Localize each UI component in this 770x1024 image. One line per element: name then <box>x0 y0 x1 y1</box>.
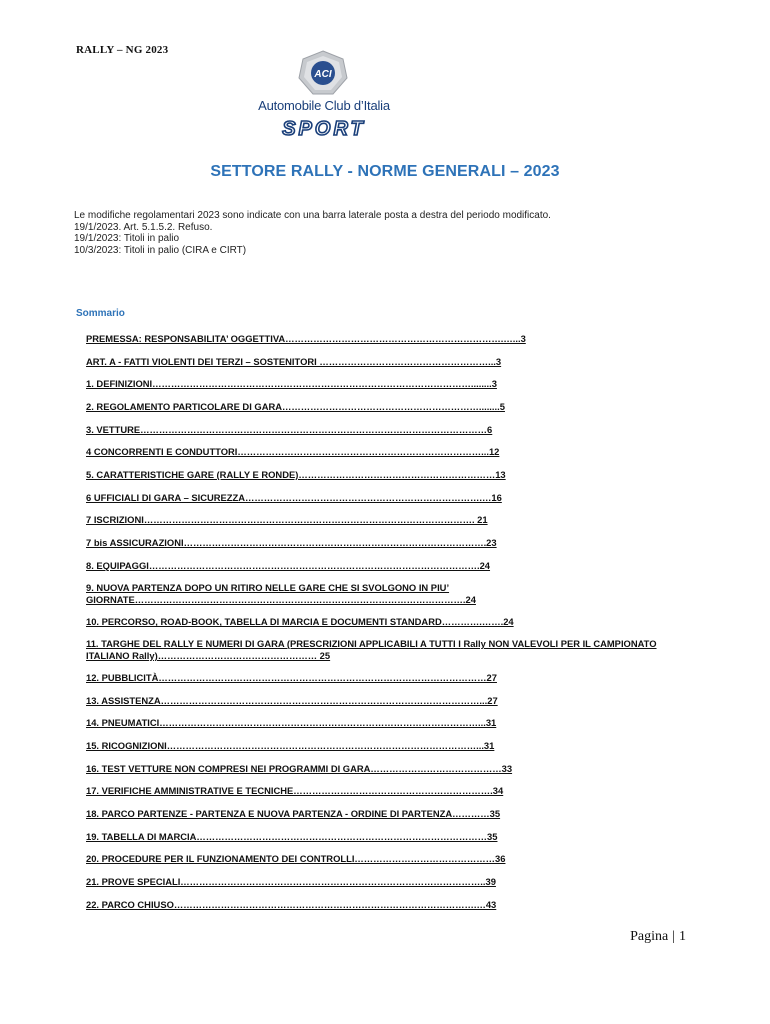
intro-line: 19/1/2023. Art. 5.1.5.2. Refuso. <box>74 221 213 233</box>
toc-entry-14[interactable]: 14. PNEUMATICI…………………………………………………………………………………………...31 <box>86 717 497 728</box>
toc-entry-20[interactable]: 20. PROCEDURE PER IL FUNZIONAMENTO DEI CONTROLLI………………………………………36 <box>86 853 506 864</box>
aci-emblem-icon <box>297 50 349 96</box>
toc-entry-3[interactable]: 3. VETTURE…………………………………………………………………………………………………6 <box>86 424 493 435</box>
toc-entry-7[interactable]: 7 ISCRIZIONI……………………………………………………………………………………………. 21 <box>86 514 488 525</box>
toc-entry-art-a[interactable]: ART. A - FATTI VIOLENTI DEI TERZI – SOSTENITORI ………………………………………………...3 <box>86 356 502 367</box>
intro-notes <box>74 210 551 256</box>
toc-entry-2[interactable]: 2. REGOLAMENTO PARTICOLARE DI GARA………………………………………………………........5 <box>86 401 505 412</box>
running-header: RALLY – NG 2023 <box>76 44 169 56</box>
toc-entry-6[interactable]: 6 UFFICIALI DI GARA – SICUREZZA………………………………………………………………….…16 <box>86 492 502 503</box>
toc-entry-22[interactable]: 22. PARCO CHIUSO…………………………………………………………………………………….…43 <box>86 899 497 910</box>
toc-entry-15[interactable]: 15. RICOGNIZIONI………………………………………………………………………………………...31 <box>86 740 495 751</box>
page-number: 1 <box>679 929 686 944</box>
toc-entry-12[interactable]: 12. PUBBLICITÀ……………………………………………………………………………………………27 <box>86 672 497 683</box>
toc-entry-7bis[interactable]: 7 bis ASSICURAZIONI…………………………………………………………………………………….23 <box>86 537 497 548</box>
intro-line: 19/1/2023: Titoli in palio <box>74 233 180 244</box>
intro-line: 10/3/2023: Titoli in palio (CIRA e CIRT) <box>74 244 247 256</box>
page-number-footer <box>630 929 686 945</box>
toc-entry-1[interactable]: 1. DEFINIZIONI…………………………………………………………………………………………........3 <box>86 378 497 389</box>
toc-entry-21[interactable]: 21. PROVE SPECIALI……………………………………………………………………………………..39 <box>86 876 496 887</box>
page-label: Pagina <box>630 929 669 944</box>
organization-name: Automobile Club d’Italia <box>258 98 390 113</box>
sport-wordmark <box>266 116 382 140</box>
toc-entry-13[interactable]: 13. ASSISTENZA…………………………………………………………………………………………...27 <box>86 695 498 706</box>
toc-entry-11[interactable]: 11. TARGHE DEL RALLY E NUMERI DI GARA (PRESCRIZIONI APPLICABILI A TUTTI I Rally NON VALEVOLI PER IL CAMPIONATO ITALIANO Rally)…………………………………………… 25 <box>86 638 657 661</box>
toc-entry-4[interactable]: 4 CONCORRENTI E CONDUTTORI……………………………………………………………………...12 <box>86 446 500 457</box>
sport-text: SPORT <box>282 118 366 140</box>
toc-entry-9[interactable]: 9. NUOVA PARTENZA DOPO UN RITIRO NELLE GARE CHE SI SVOLGONO IN PIU’ GIORNATE…………………………………………………………………………………………….24 <box>86 582 476 605</box>
intro-line: Le modifiche regolamentari 2023 sono indicate con una barra laterale posta a destra del periodo modificato. <box>74 210 551 221</box>
toc-entry-18[interactable]: 18. PARCO PARTENZE - PARTENZA E NUOVA PARTENZA - ORDINE DI PARTENZA…………35 <box>86 808 501 819</box>
toc-entry-16[interactable]: 16. TEST VETTURE NON COMPRESI NEI PROGRAMMI DI GARA……………………………………33 <box>86 763 513 774</box>
toc-entry-premessa[interactable]: PREMESSA: RESPONSABILITA’ OGGETTIVA…………………………………………………………….…...3 <box>86 333 526 344</box>
toc-entry-5[interactable]: 5. CARATTERISTICHE GARE (RALLY E RONDE)………………………………………………………13 <box>86 469 506 480</box>
page-separator: | <box>672 929 675 944</box>
document-title: SETTORE RALLY - NORME GENERALI – 2023 <box>210 163 560 180</box>
toc-entry-17[interactable]: 17. VERIFICHE AMMINISTRATIVE E TECNICHE……………………………………………………….34 <box>86 785 504 796</box>
toc-entry-8[interactable]: 8. EQUIPAGGI…………………………………………………………………………………………….24 <box>86 560 491 571</box>
emblem-text: ACI <box>314 69 332 80</box>
aci-sport-logo <box>254 50 394 142</box>
toc-entry-19[interactable]: 19. TABELLA DI MARCIA…………………………………………………………………………………35 <box>86 831 498 842</box>
toc-entry-10[interactable]: 10. PERCORSO, ROAD-BOOK, TABELLA DI MARCIA E DOCUMENTI STANDARD………….…….24 <box>86 616 514 627</box>
toc-heading: Sommario <box>76 308 125 319</box>
